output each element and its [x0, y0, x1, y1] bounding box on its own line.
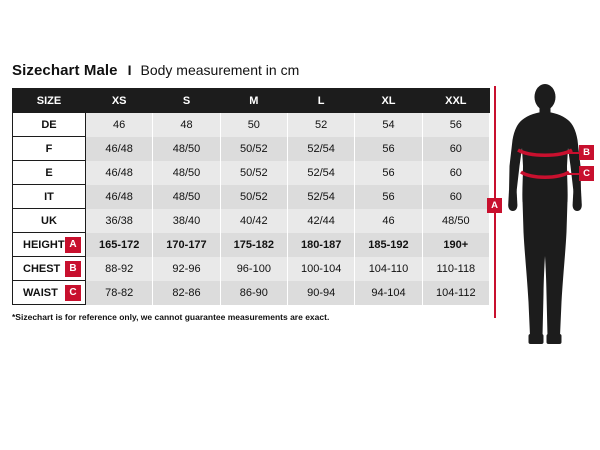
- table-row: [13, 185, 490, 209]
- key-badge-b: B: [65, 261, 81, 277]
- marker-a: A: [487, 198, 502, 213]
- key-badge-c: C: [65, 285, 81, 301]
- cell-de-s: 48: [153, 113, 220, 137]
- cell-f-s: 48/50: [153, 137, 220, 161]
- row-label-text: IT: [44, 190, 54, 203]
- cell-f-xxl: 60: [422, 137, 489, 161]
- table-row: [13, 257, 490, 281]
- cell-f-xs: 46/48: [86, 137, 153, 161]
- row-label-height: [13, 233, 86, 257]
- table-row: [13, 113, 490, 137]
- cell-it-l: 52/54: [287, 185, 354, 209]
- row-label-f: [13, 137, 86, 161]
- key-badge-a: A: [65, 237, 81, 253]
- cell-de-xs: 46: [86, 113, 153, 137]
- cell-chest-xxl: 110-118: [422, 257, 489, 281]
- row-label-chest: [13, 257, 86, 281]
- cell-e-xs: 46/48: [86, 161, 153, 185]
- cell-height-s: 170-177: [153, 233, 220, 257]
- cell-chest-xl: 104-110: [355, 257, 422, 281]
- cell-it-s: 48/50: [153, 185, 220, 209]
- body-silhouette-figure: [497, 80, 593, 348]
- cell-chest-l: 100-104: [287, 257, 354, 281]
- row-label-text: E: [45, 166, 53, 179]
- cell-uk-xxl: 48/50: [422, 209, 489, 233]
- marker-b: B: [579, 145, 594, 160]
- cell-f-xl: 56: [355, 137, 422, 161]
- table-header-row: [13, 89, 490, 113]
- cell-height-l: 180-187: [287, 233, 354, 257]
- cell-uk-l: 42/44: [287, 209, 354, 233]
- cell-e-xxl: 60: [422, 161, 489, 185]
- cell-uk-m: 40/42: [220, 209, 287, 233]
- marker-c: C: [579, 166, 594, 181]
- cell-waist-s: 82-86: [153, 281, 220, 305]
- column-header-xl: XL: [355, 89, 422, 113]
- cell-e-s: 48/50: [153, 161, 220, 185]
- table-body: [13, 113, 490, 305]
- cell-f-m: 50/52: [220, 137, 287, 161]
- male-body-icon: [497, 80, 593, 348]
- sizechart-table: [12, 88, 490, 305]
- row-label-text: DE: [41, 118, 57, 131]
- cell-uk-xl: 46: [355, 209, 422, 233]
- cell-f-l: 52/54: [287, 137, 354, 161]
- row-label-it: [13, 185, 86, 209]
- row-label-text: WAIST: [23, 286, 58, 299]
- cell-de-xl: 54: [355, 113, 422, 137]
- table-row: [13, 209, 490, 233]
- title-separator: I: [127, 62, 132, 78]
- table-row: [13, 137, 490, 161]
- column-header-s: S: [153, 89, 220, 113]
- column-header-size: SIZE: [13, 89, 86, 113]
- cell-chest-s: 92-96: [153, 257, 220, 281]
- cell-e-l: 52/54: [287, 161, 354, 185]
- cell-it-xl: 56: [355, 185, 422, 209]
- cell-it-xxl: 60: [422, 185, 489, 209]
- cell-waist-m: 86-90: [220, 281, 287, 305]
- cell-chest-m: 96-100: [220, 257, 287, 281]
- cell-waist-xxl: 104-112: [422, 281, 489, 305]
- cell-it-xs: 46/48: [86, 185, 153, 209]
- cell-it-m: 50/52: [220, 185, 287, 209]
- cell-height-xs: 165-172: [86, 233, 153, 257]
- column-header-xxl: XXL: [422, 89, 489, 113]
- cell-uk-s: 38/40: [153, 209, 220, 233]
- table-row: [13, 161, 490, 185]
- footnote: *Sizechart is for reference only, we cannot guarantee measurements are exact.: [12, 312, 330, 322]
- table-row: [13, 233, 490, 257]
- cell-height-m: 175-182: [220, 233, 287, 257]
- cell-waist-l: 90-94: [287, 281, 354, 305]
- waist-leader-line: [566, 173, 580, 175]
- cell-de-l: 52: [287, 113, 354, 137]
- cell-de-m: 50: [220, 113, 287, 137]
- row-label-text: HEIGHT: [23, 238, 65, 251]
- row-label-text: UK: [41, 214, 57, 227]
- cell-uk-xs: 36/38: [86, 209, 153, 233]
- column-header-m: M: [220, 89, 287, 113]
- cell-e-xl: 56: [355, 161, 422, 185]
- row-label-text: CHEST: [23, 262, 61, 275]
- column-header-xs: XS: [86, 89, 153, 113]
- cell-height-xxl: 190+: [422, 233, 489, 257]
- table-row: [13, 281, 490, 305]
- cell-e-m: 50/52: [220, 161, 287, 185]
- column-header-l: L: [287, 89, 354, 113]
- cell-waist-xl: 94-104: [355, 281, 422, 305]
- row-label-e: [13, 161, 86, 185]
- row-label-waist: [13, 281, 86, 305]
- page-title: [12, 62, 299, 79]
- cell-de-xxl: 56: [422, 113, 489, 137]
- cell-height-xl: 185-192: [355, 233, 422, 257]
- cell-chest-xs: 88-92: [86, 257, 153, 281]
- row-label-text: F: [45, 142, 53, 155]
- chest-leader-line: [566, 152, 580, 154]
- cell-waist-xs: 78-82: [86, 281, 153, 305]
- title-subtitle: Body measurement in cm: [140, 62, 300, 78]
- row-label-uk: [13, 209, 86, 233]
- row-label-de: [13, 113, 86, 137]
- title-main: Sizechart Male: [12, 62, 118, 79]
